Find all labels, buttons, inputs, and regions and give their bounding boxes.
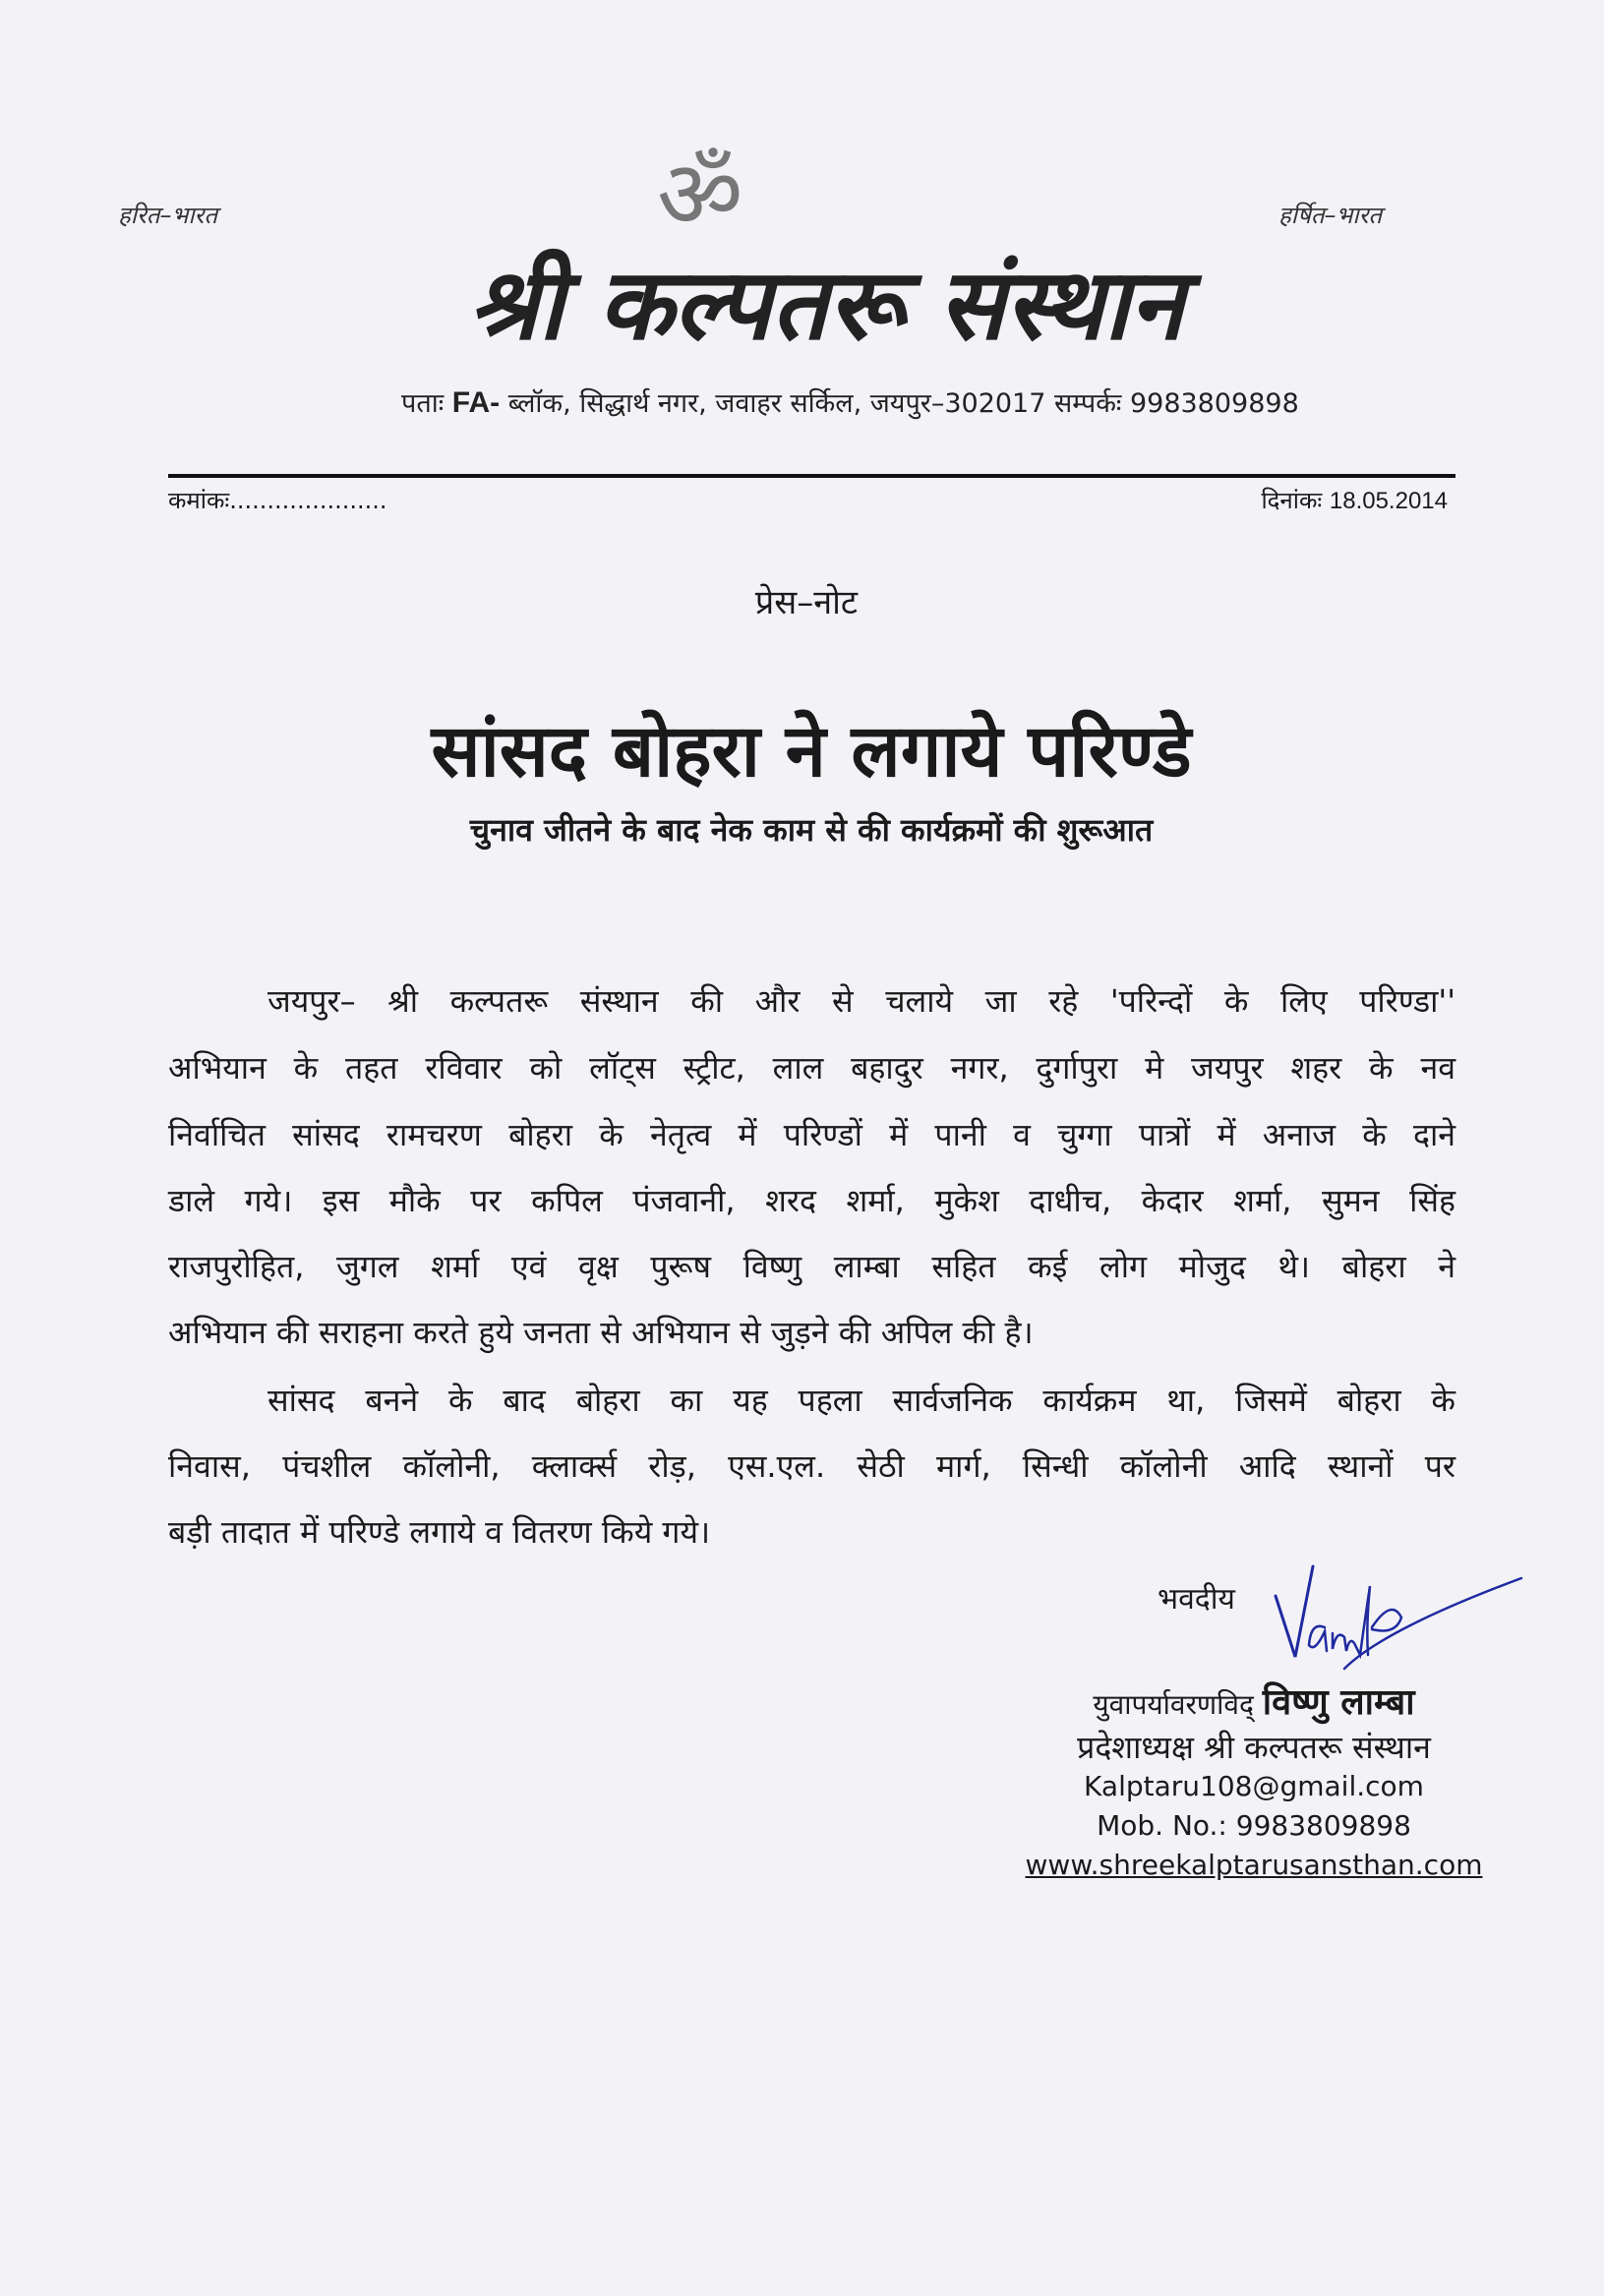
handwritten-signature	[1274, 1559, 1529, 1677]
address-prefix: FA-	[451, 386, 501, 419]
om-symbol-icon: ॐ	[657, 140, 743, 250]
left-tagline: हरित–भारत	[118, 202, 218, 229]
date-label: दिनांकः	[1261, 487, 1323, 514]
subheadline: चुनाव जीतने के बाद नेक काम से की कार्यक्रमों की शुरूआत	[469, 811, 1154, 849]
body-line: डाले गये। इस मौके पर कपिल पंजवानी, शरद शर्मा, मुकेश दाधीच, केदार शर्मा, सुमन सिंह	[168, 1182, 1455, 1219]
body-line: अभियान की सराहना करते हुये जनता से अभियान से जुड़ने की अपिल की है।	[168, 1314, 1034, 1351]
date-value: 18.05.2014	[1329, 488, 1448, 514]
reference-number: कमांकः.....................	[168, 487, 387, 514]
body-line: राजपुरोहित, जुगल शर्मा एवं वृक्ष पुरूष विष्णु लाम्बा सहित कई लोग मोजुद थे। बोहरा ने	[168, 1248, 1455, 1285]
signatory-name-line	[1023, 1677, 1485, 1725]
address-line	[401, 383, 1299, 420]
website-link[interactable]: www.shreekalptarusansthan.com	[1025, 1849, 1483, 1881]
mobile-number: Mob. No.: 9983809898	[1097, 1809, 1411, 1842]
organization-name: श्री कल्पतरू संस्थान	[468, 247, 1184, 362]
address-text: ब्लॉक, सिद्धार्थ नगर, जवाहर सर्किल, जयपुर–302017 सम्पर्कः 9983809898	[507, 388, 1299, 419]
address-label: पताः	[401, 388, 445, 419]
designation: प्रदेशाध्यक्ष श्री कल्पतरू संस्थान	[1077, 1729, 1431, 1766]
body-line: सांसद बनने के बाद बोहरा का यह पहला सार्वजनिक कार्यक्रम था, जिसमें बोहरा के	[267, 1382, 1455, 1419]
header-divider	[168, 474, 1455, 478]
press-note-label: प्रेस–नोट	[754, 583, 859, 622]
body-line: निवास, पंचशील कॉलोनी, क्लार्क्स रोड़, एस.एल. सेठी मार्ग, सिन्धी कॉलोनी आदि स्थानों पर	[168, 1447, 1455, 1485]
body-line: निर्वाचित सांसद रामचरण बोहरा के नेतृत्व में परिण्डों में पानी व चुग्गा पात्रों में अनाज के दाने	[168, 1116, 1455, 1153]
body-line: बड़ी तादात में परिण्डे लगाये व वितरण किये गये।	[168, 1513, 711, 1551]
email[interactable]: Kalptaru108@gmail.com	[1084, 1770, 1424, 1802]
body-line: जयपुर– श्री कल्पतरू संस्थान की और से चलाये जा रहे 'परिन्दों के लिए परिण्डा''	[267, 982, 1455, 1020]
right-tagline: हर्षित–भारत	[1278, 202, 1383, 229]
headline: सांसद बोहरा ने लगाये परिण्डे	[431, 709, 1192, 794]
title-prefix: युवापर्यावरणविद्	[1093, 1688, 1254, 1721]
date-line	[1261, 484, 1448, 516]
signatory-name: विष्णु लाम्बा	[1262, 1682, 1415, 1723]
body-line: अभियान के तहत रविवार को लॉट्स स्ट्रीट, लाल बहादुर नगर, दुर्गापुरा मे जयपुर शहर के नव	[168, 1049, 1455, 1087]
closing: भवदीय	[1158, 1582, 1235, 1617]
